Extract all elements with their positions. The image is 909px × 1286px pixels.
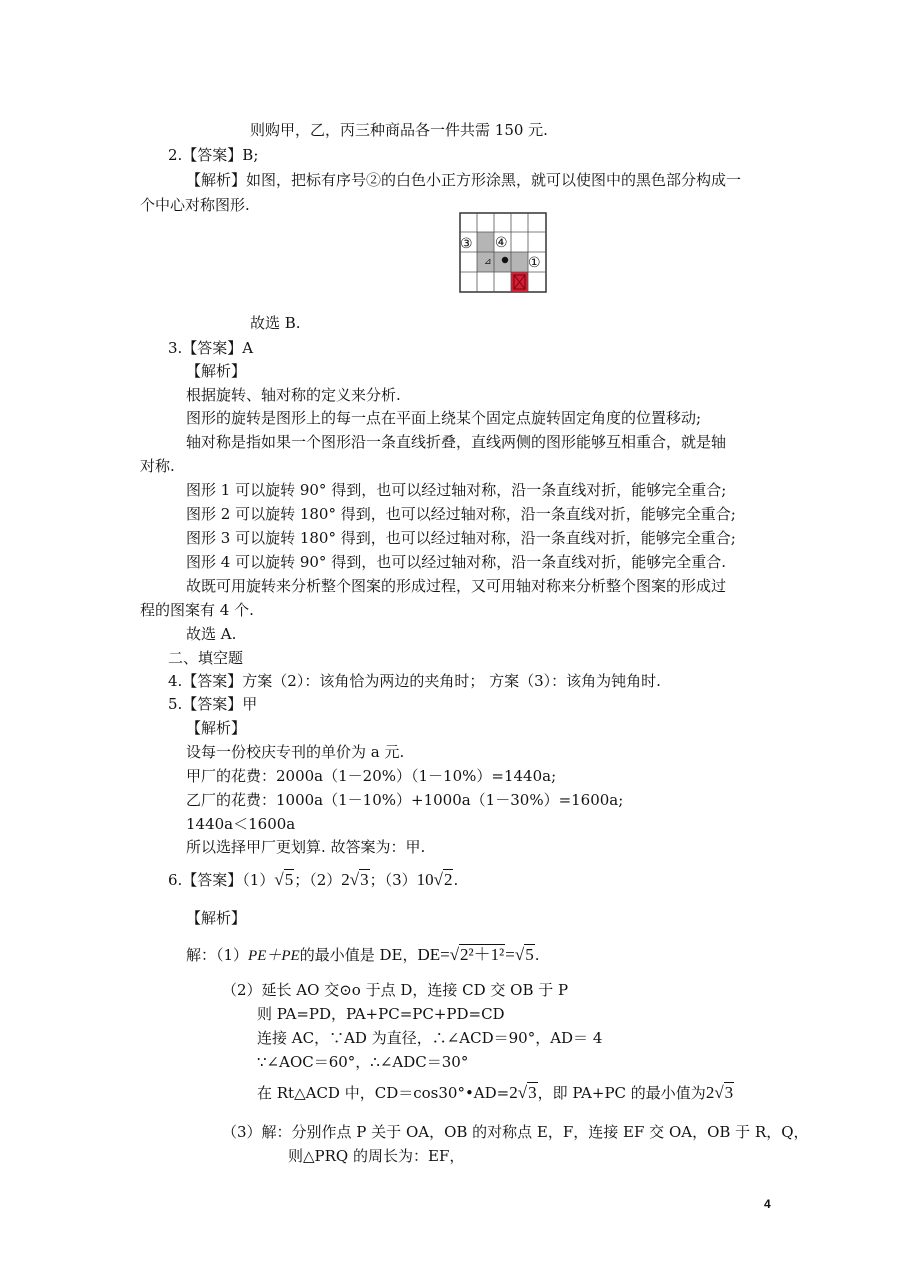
text-line: 连接 AC，∵AD 为直径，∴∠ACD＝90°，AD＝ 4: [257, 1029, 603, 1047]
sqrt-expression: 10√2: [416, 870, 453, 889]
text-line: 则 PA=PD，PA+PC=PC+PD=CD: [257, 1005, 505, 1023]
answer-q5: 5.【答案】甲: [168, 695, 258, 713]
separator: ；（2）: [294, 871, 342, 889]
answer-q2: 2.【答案】B;: [168, 146, 259, 164]
text-line: 1440a＜1600a: [186, 815, 296, 833]
text-line: 图形 4 可以旋转 90° 得到，也可以经过轴对称，沿一条直线对折，能够完全重合.: [186, 553, 726, 571]
analysis-q2-line1: 【解析】如图，把标有序号②的白色小正方形涂黑，就可以使图中的黑色部分构成一: [186, 171, 742, 189]
page-number: 4: [764, 1197, 771, 1211]
solution-part1: [186, 945, 539, 966]
shaded-cell: [477, 232, 494, 252]
text-line: 乙厂的花费：1000a（1－10%）+1000a（1－30%）=1600a;: [186, 791, 624, 809]
text-line: 故选 B.: [250, 314, 301, 332]
math-expression: PE＋PE: [248, 948, 300, 964]
text-line: 所以选择甲厂更划算. 故答案为：甲.: [186, 838, 426, 856]
text-line: 设每一份校庆专刊的单价为 a 元.: [186, 743, 405, 761]
shaded-cell: [494, 252, 511, 272]
separator: ；（3）: [369, 871, 417, 889]
period: .: [453, 871, 459, 889]
text-line: 程的图案有 4 个.: [140, 601, 254, 619]
text-line: ∵∠AOC＝60°，∴∠ADC＝30°: [257, 1053, 469, 1071]
equation: DE=√2²＋1²=√5: [417, 945, 534, 964]
text-line: 故既可用旋转来分析整个图案的形成过程，又可用轴对称来分析整个图案的形成过: [186, 577, 727, 595]
label-1: ①: [528, 255, 541, 271]
text-segment: 在 Rt△ACD 中，CD＝cos30°•AD=: [257, 1084, 510, 1102]
analysis-q2-line2: 个中心对称图形.: [140, 196, 250, 214]
answer-q4: 4.【答案】方案（2）：该角恰为两边的夹角时； 方案（3）：该角为钝角时.: [168, 672, 661, 690]
label-3: ③: [460, 236, 473, 252]
text-line: [257, 1083, 734, 1103]
text-line: 图形 2 可以旋转 180° 得到，也可以经过轴对称，沿一条直线对折，能够完全重合;: [186, 505, 736, 523]
answer-q6: [168, 870, 458, 890]
grid-figure: [459, 212, 547, 293]
text-line: 故选 A.: [186, 625, 237, 643]
answer-q3: 3.【答案】A: [168, 339, 254, 357]
text-line: 图形 1 可以旋转 90° 得到，也可以经过轴对称，沿一条直线对折，能够完全重合;: [186, 481, 727, 499]
analysis-heading: 【解析】: [186, 909, 247, 927]
text-line: 图形 3 可以旋转 180° 得到，也可以经过轴对称，沿一条直线对折，能够完全重合;: [186, 529, 736, 547]
answer-q6-prefix: 6.【答案】（1）: [168, 871, 275, 889]
text-segment: ，即 PA+PC 的最小值为: [537, 1084, 706, 1102]
sqrt-expression: 2√3: [341, 870, 369, 889]
text-line: 则△PRQ 的周长为：EF，: [288, 1147, 465, 1165]
text-line: 根据旋转、轴对称的定义来分析.: [186, 386, 401, 404]
svg-text:⊿: ⊿: [484, 257, 492, 267]
text-line: 轴对称是指如果一个图形沿一条直线折叠，直线两侧的图形能够互相重合，就是轴: [186, 433, 727, 451]
sqrt-expression: 2√3: [509, 1083, 537, 1102]
text-line: 则购甲，乙，丙三种商品各一件共需 150 元.: [250, 121, 548, 139]
period: .: [534, 946, 540, 964]
text-line: 甲厂的花费：2000a（1－20%）（1－10%）=1440a;: [186, 767, 557, 785]
text-line: 图形的旋转是图形上的每一点在平面上绕某个固定点旋转固定角度的位置移动;: [186, 409, 702, 427]
center-point: [502, 257, 508, 263]
label-4: ④: [495, 235, 508, 251]
solution-text: 的最小值是 DE，: [299, 946, 418, 964]
text-line: 对称.: [140, 457, 175, 475]
analysis-heading: 【解析】: [186, 362, 247, 380]
analysis-heading: 【解析】: [186, 719, 247, 737]
sqrt-expression: √5: [274, 870, 294, 889]
sqrt-expression: 2√3: [705, 1083, 734, 1102]
text-line: （2）延长 AO 交⊙o 于点 D，连接 CD 交 OB 于 P: [222, 981, 569, 999]
shaded-cell: [511, 252, 528, 272]
solution-prefix: 解：（1）: [186, 946, 249, 964]
section-heading: 二、填空题: [168, 649, 244, 667]
text-line: （3）解：分别作点 P 关于 OA，OB 的对称点 E，F，连接 EF 交 OA，OB 于 R，Q，: [222, 1123, 809, 1141]
